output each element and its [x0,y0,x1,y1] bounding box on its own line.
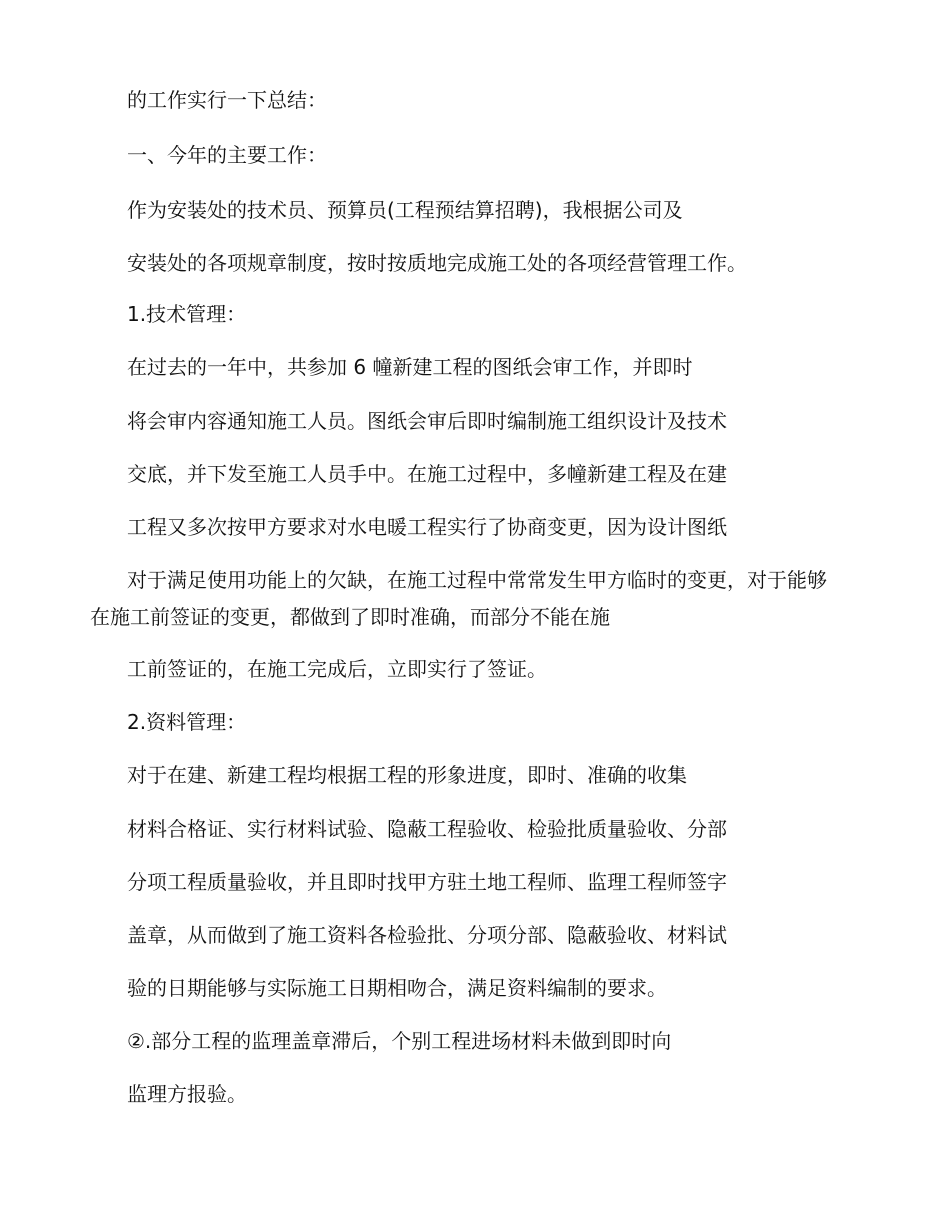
text-line-19: ②.部分工程的监理盖章滞后，个别工程进场材料未做到即时向 [127,1029,672,1053]
text-line-5: 1.技术管理： [127,302,247,326]
text-line-15: 材料合格证、实行材料试验、隐蔽工程验收、检验批质量验收、分部 [127,817,727,841]
text-line-9: 工程又多次按甲方要求对水电暖工程实行了协商变更，因为设计图纸 [127,515,727,539]
text-line-17: 盖章，从而做到了施工资料各检验批、分项分部、隐蔽验收、材料试 [127,923,727,947]
text-line-14: 对于在建、新建工程均根据工程的形象进度，即时、准确的收集 [127,763,687,787]
text-line-1: 的工作实行一下总结： [127,88,327,112]
text-line-16: 分项工程质量验收，并且即时找甲方驻土地工程师、监理工程师签字 [127,870,727,894]
text-line-18: 验的日期能够与实际施工日期相吻合，满足资料编制的要求。 [127,976,667,1000]
text-line-11: 在施工前签证的变更，都做到了即时准确，而部分不能在施 [90,605,610,629]
text-line-20: 监理方报验。 [127,1082,247,1106]
text-line-6: 在过去的一年中，共参加 6 幢新建工程的图纸会审工作，并即时 [127,355,693,379]
text-line-13: 2.资料管理： [127,710,247,734]
text-line-8: 交底，并下发至施工人员手中。在施工过程中，多幢新建工程及在建 [127,462,727,486]
text-line-4: 安装处的各项规章制度，按时按质地完成施工处的各项经营管理工作。 [127,251,747,275]
text-line-12: 工前签证的，在施工完成后，立即实行了签证。 [127,657,547,681]
text-line-2: 一、今年的主要工作： [127,143,327,167]
text-line-10: 对于满足使用功能上的欠缺，在施工过程中常常发生甲方临时的变更，对于能够 [127,568,827,592]
text-line-3: 作为安装处的技术员、预算员(工程预结算招聘)，我根据公司及 [127,198,683,222]
text-line-7: 将会审内容通知施工人员。图纸会审后即时编制施工组织设计及技术 [127,409,727,433]
